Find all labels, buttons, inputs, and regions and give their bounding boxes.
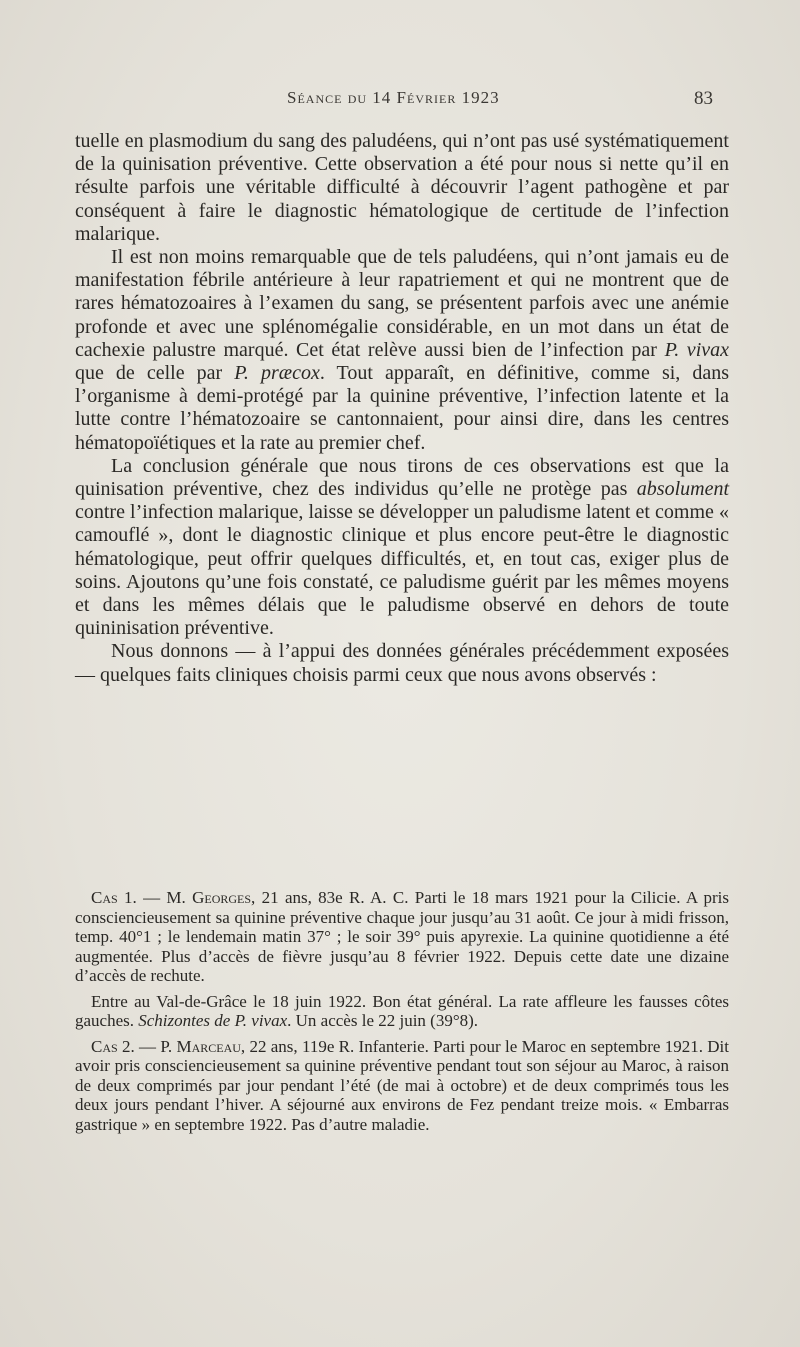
case-label: Cas 1. <box>91 888 137 907</box>
running-title: Séance du 14 Février 1923 <box>287 88 500 107</box>
case-text: , 22 ans, 119e R. Infanterie. Parti pour le Maroc en septembre 1921. Dit avoir pris consciencieusement sa quinine préventive pendant tout son séjour au Maroc, à raison de deux comprimés par jour pendant l’été (de mai à octobre) et de deux comprimés tous les deux jours pendant l’hiver. A séjourné aux environs de Fez pendant treize mois. « Embarras gastrique » en septembre 1922. Pas d’autre maladie. <box>75 1036 730 1134</box>
case-label: Cas 2. <box>91 1036 135 1056</box>
text-span: Entre au Val-de-Grâce le 18 juin 1922. Bon état général. La rate affleure les fausses côtes gauches. <box>75 991 729 1030</box>
text-span: La conclusion générale que nous tirons de ces observations est que la quinisation préventive, chez des individus qu’elle ne protège pas <box>75 454 729 501</box>
species-name: P. præcox <box>234 362 320 385</box>
running-header <box>0 88 800 116</box>
paragraph-2 <box>75 246 729 455</box>
text-span: contre l’infection malarique, laisse se développer un paludisme latent et comme « camouflé », dont le diagnostic clinique et plus encore peut-être le diagnostic hématologique, peut offrir quelques difficultés, et, en tout cas, exiger plus de soins. Ajoutons qu’une fois constaté, ce paludisme guérit par les mêmes moyens et dans les mêmes délais que le paludisme observé en dehors de toute quininisation préventive. <box>75 501 729 640</box>
paragraph-4: Nous donnons — à l’appui des données générales précédemment exposées — quelques faits cliniques choisis parmi ceux que nous avons observés : <box>75 640 729 686</box>
paragraph-3 <box>75 455 729 641</box>
page-number: 83 <box>694 88 713 109</box>
text-span: que de celle par <box>75 362 235 385</box>
case-1-continuation <box>75 992 729 1031</box>
text-span: . Tout apparaît, en définitive, comme si, dans l’organisme à demi-protégé par la quinine préventive, l’infection latente et la lutte contre l’hématozoaire se cantonnaient, pour ainsi dire, dans les centres hématopoïétiques et la rate au premier chef. <box>75 362 729 454</box>
text-span: — P. <box>134 1036 177 1056</box>
patient-name: Georges <box>192 888 252 907</box>
case-text: , 21 ans, 83e R. A. C. Parti le 18 mars 1921 pour la Cilicie. A pris consciencieusement sa quinine préventive chaque jour jusqu’au 31 août. Ce jour à midi frisson, temp. 40°1 ; le lendemain matin 37° ; le soir 39° puis apyrexie. La quinine quotidienne a été augmentée. Plus d’accès de fièvre jusqu’au 8 février 1922. Depuis cette date une dizaine d’accès de rechute. <box>75 888 729 985</box>
case-reports <box>75 888 729 1134</box>
case-2 <box>75 1037 729 1135</box>
case-1 <box>75 888 729 986</box>
emphasis: absolument <box>636 478 729 501</box>
text-span: Il est non moins remarquable que de tels paludéens, qui n’ont jamais eu de manifestation fébrile antérieure à leur rapatriement et qui ne montrent que de rares hématozoaires à l’examen du sang, se présentent parfois avec une anémie profonde et avec une splénomégalie considérable, en un mot dans un état de cachexie palustre marqué. Cet état relève aussi bien de l’infection par <box>75 246 729 361</box>
species-name: P. vivax <box>664 338 729 361</box>
text-span: — M. <box>136 888 193 907</box>
paragraph-1: tuelle en plasmodium du sang des paludéens, qui n’ont pas usé systématiquement de la quinisation préventive. Cette observation a été pour nous si nette qu’il en résulte parfois une véritable difficulté à découvrir l’agent pathogène et par conséquent à faire le diagnostic hématologique de certitude de l’infection malarique. <box>75 130 729 245</box>
text-span: . Un accès le 22 juin (39°8). <box>287 1011 479 1030</box>
main-text <box>75 130 729 687</box>
patient-name: Marceau <box>176 1036 241 1056</box>
finding: Schizontes de P. vivax <box>138 1011 288 1030</box>
